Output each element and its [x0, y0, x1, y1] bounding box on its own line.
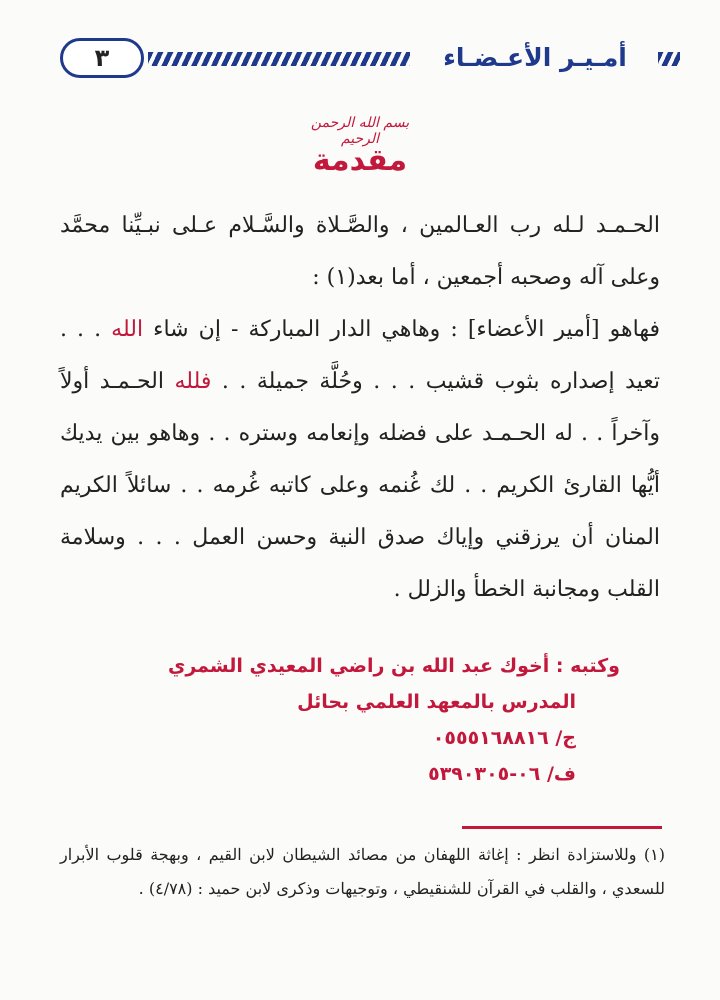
paragraph — [60, 304, 660, 616]
basmala-calligraphy: بسم الله الرحمن الرحيم — [310, 115, 410, 147]
page-number: ٣ — [60, 38, 144, 78]
highlighted-word: الله — [111, 317, 144, 342]
phone-number: ج/ ٠٥٥٥١٦٨٨١٦ — [432, 727, 576, 749]
author-signature — [150, 648, 620, 792]
decorative-stripes-right — [658, 52, 680, 66]
introduction-body — [60, 200, 660, 616]
decorative-stripes-left — [148, 52, 410, 66]
section-title: مقدمة — [312, 143, 408, 178]
signature-line: وكتبه : أخوك عبد الله بن راضي المعيدي الشمري — [167, 655, 620, 677]
text-span: . . . تعيد إصداره بثوب قشيب . . . وحُلَّة جميلة . . — [60, 317, 661, 394]
text-span: الحـمـد أولاً وآخراً . . له الحـمـد على فضله وإنعامه وستره . . وهاهو بين يديك أيُّها القارئ الكريم . . لك غُنمه وعلى كاتبه غُرمه . . سائلاً الكريم المنان أن يرزقني وإياك صدق النية وحسن العمل . . . وسلامة القلب ومجانبة الخطأ والزلل . — [60, 369, 660, 602]
fax-number: ف/ ٠٦-٥٣٩٠٣٠٥ — [428, 763, 576, 785]
footnote: (١) وللاستزادة انظر : إغاثة اللهفان من مصائد الشيطان لابن القيم ، وبهجة قلوب الأبرار للسعدي ، والقلب في القرآن للشنقيطي ، وتوجيهات وذكرى لابن حميد : (٤/٧٨) . — [60, 845, 665, 898]
page-header — [60, 38, 680, 82]
highlighted-word: فلله — [174, 369, 212, 394]
author-position: المدرس بالمعهد العلمي بحائل — [297, 691, 576, 713]
book-title: أمـيـر الأعـضـاء — [443, 43, 627, 72]
paragraph: الحـمـد لـله رب العـالمين ، والصَّـلاة والسَّـلام عـلى نبـيِّنا محمَّد وعلى آله وصحبه أجمعين ، أما بعد(١) : — [60, 213, 660, 290]
footnote-divider — [462, 826, 662, 829]
text-span: فهاهو [أمير الأعضاء] : وهاهي الدار المباركة - إن شاء — [153, 317, 661, 342]
